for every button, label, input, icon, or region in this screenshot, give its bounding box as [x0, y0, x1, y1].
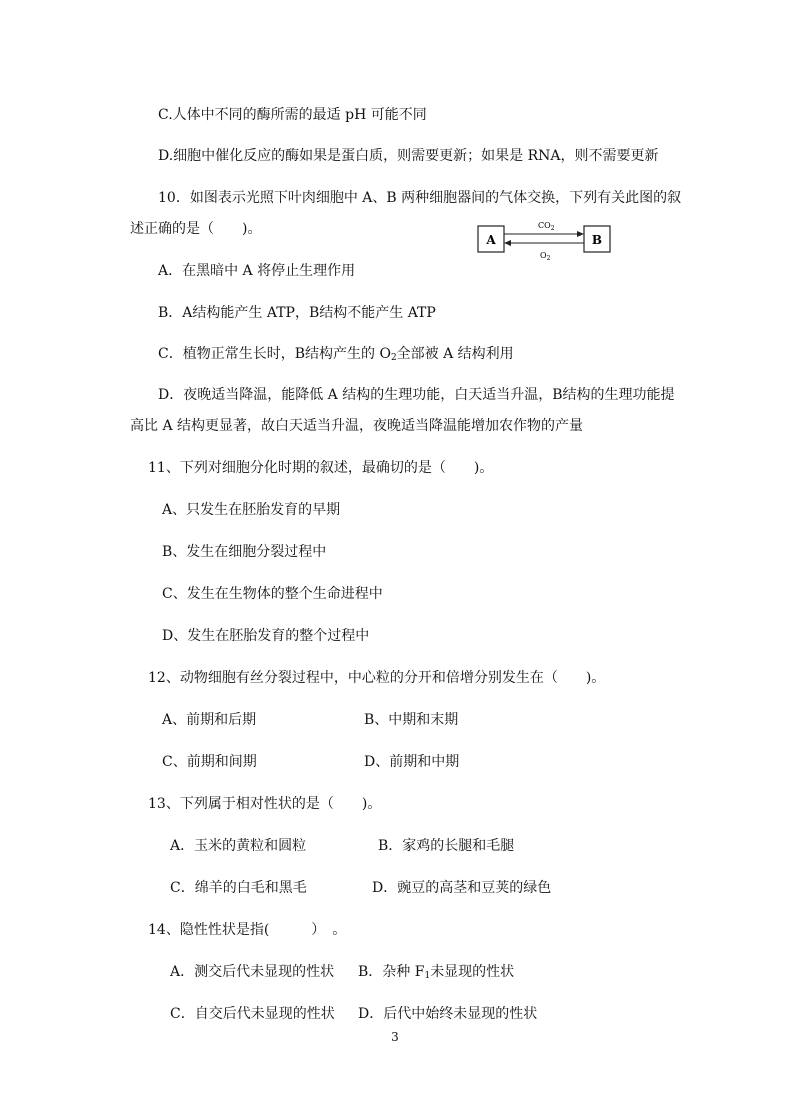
box-b-label: B: [591, 233, 603, 247]
option-c-q10: C．植物正常生长时，B结构产生的 $O_2$全部被 A 结构利用: [158, 346, 514, 363]
option-b-q13: B．家鸡的长腿和毛腿: [378, 838, 515, 854]
option-c-q14: C．自交后代未显现的性状: [170, 1006, 335, 1022]
option-a-q12: A、前期和后期: [162, 712, 257, 728]
o2-label: $O_2$: [540, 251, 551, 262]
option-d-q9: D.细胞中催化反应的酶如果是蛋白质，则需要更新；如果是 RNA，则不需要更新: [158, 148, 659, 164]
option-c-q12: C、前期和间期: [162, 754, 257, 770]
option-d-q14: D．后代中始终未显现的性状: [358, 1006, 538, 1022]
question-14-stem: 14、隐性性状是指( ） 。: [148, 922, 347, 938]
co2-arrowhead: [577, 231, 584, 237]
co2-label: $CO_2$: [538, 221, 555, 232]
option-b-q10: B．A结构能产生 ATP，B结构不能产生 ATP: [158, 305, 436, 321]
organelle-gas-exchange-diagram: [476, 216, 612, 266]
option-d-q10-line1: D．夜晚适当降温，能降低 A 结构的生理功能，白天适当升温，B结构的生理功能提: [158, 387, 675, 403]
option-a-q11: A、只发生在胚胎发育的早期: [162, 502, 341, 518]
question-10-stem-line1: 10．如图表示光照下叶肉细胞中 A、B 两种细胞器间的气体交换，下列有关此图的叙: [158, 190, 682, 206]
option-b-q11: B、发生在细胞分裂过程中: [162, 544, 327, 560]
question-12-stem: 12、动物细胞有丝分裂过程中，中心粒的分开和倍增分别发生在（ )。: [148, 670, 606, 686]
option-d-q11: D、发生在胚胎发育的整个过程中: [162, 628, 370, 644]
option-a-q10: A．在黑暗中 A 将停止生理作用: [158, 263, 356, 279]
option-c-q13: C．绵羊的白毛和黑毛: [170, 880, 307, 896]
option-a-q14: A．测交后代未显现的性状: [170, 964, 335, 980]
option-c-q11: C、发生在生物体的整个生命进程中: [162, 586, 383, 602]
page-number: 3: [391, 1030, 399, 1044]
option-d-q12: D、前期和中期: [364, 754, 460, 770]
option-c-q9: C.人体中不同的酶所需的最适 pH 可能不同: [158, 107, 427, 123]
option-a-q13: A．玉米的黄粒和圆粒: [170, 838, 307, 854]
box-a-label: A: [486, 233, 496, 247]
o2-arrowhead: [504, 240, 511, 246]
option-d-q13: D．豌豆的高茎和豆荚的绿色: [372, 880, 552, 896]
question-11-stem: 11、下列对细胞分化时期的叙述，最确切的是（ )。: [148, 460, 494, 476]
option-d-q10-line2: 高比 A 结构更显著，故白天适当升温，夜晚适当降温能增加农作物的产量: [130, 418, 584, 434]
question-13-stem: 13、下列属于相对性状的是（ )。: [148, 796, 382, 812]
option-b-q12: B、中期和末期: [364, 712, 459, 728]
option-b-q14: B．杂种 $F_1$未显现的性状: [358, 964, 515, 981]
question-10-stem-line2: 述正确的是（ )。: [130, 221, 262, 237]
